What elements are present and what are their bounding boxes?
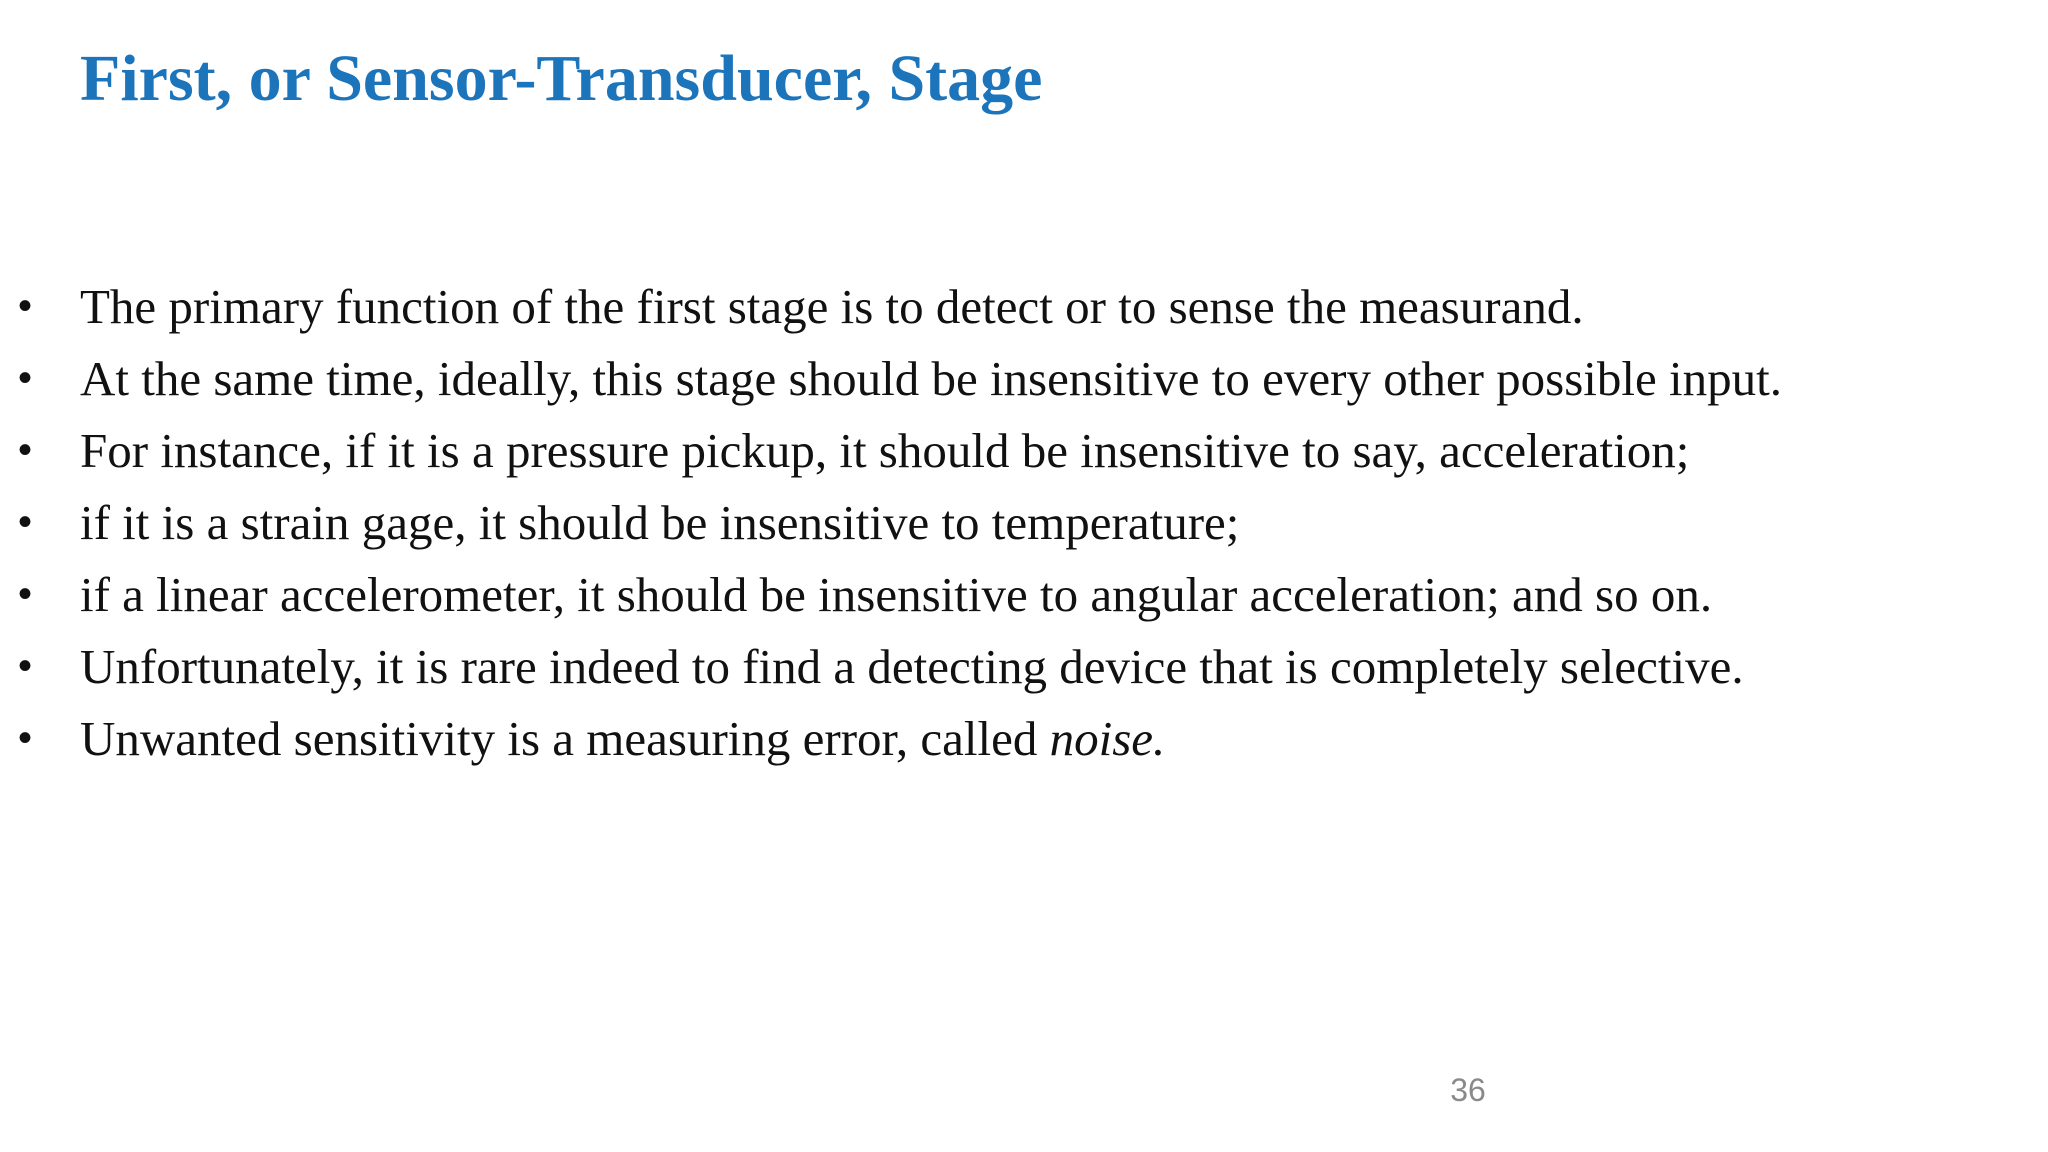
bullet-text: The primary function of the first stage is to detect or to sense the measurand. [80, 279, 1584, 334]
bullet-text: For instance, if it is a pressure pickup, it should be insensitive to say, acceleration; [80, 423, 1690, 478]
bullet-list [18, 276, 2010, 780]
bullet-icon: • [18, 500, 33, 544]
page-number: 36 [1450, 1072, 1486, 1108]
bullet-icon: • [18, 716, 33, 760]
slide-title: First, or Sensor-Transducer, Stage [80, 42, 1043, 115]
bullet-text: At the same time, ideally, this stage should be insensitive to every other possible input. [80, 351, 1782, 406]
bullet-icon: • [18, 572, 33, 616]
bullet-item [18, 420, 2010, 481]
bullet-icon: • [18, 284, 33, 328]
bullet-item [18, 348, 2010, 409]
bullet-italic-term: noise. [1049, 711, 1166, 766]
bullet-item [18, 636, 2010, 697]
bullet-text: Unwanted sensitivity is a measuring error, called [80, 711, 1050, 766]
bullet-item [18, 708, 2010, 769]
bullet-icon: • [18, 428, 33, 472]
bullet-item [18, 276, 2010, 337]
bullet-text: Unfortunately, it is rare indeed to find a detecting device that is completely selective. [80, 639, 1744, 694]
bullet-item [18, 492, 2010, 553]
bullet-text: if a linear accelerometer, it should be insensitive to angular acceleration; and so on. [80, 567, 1713, 622]
bullet-item [18, 564, 2010, 625]
bullet-text: if it is a strain gage, it should be insensitive to temperature; [80, 495, 1240, 550]
bullet-icon: • [18, 356, 33, 400]
bullet-icon: • [18, 644, 33, 688]
